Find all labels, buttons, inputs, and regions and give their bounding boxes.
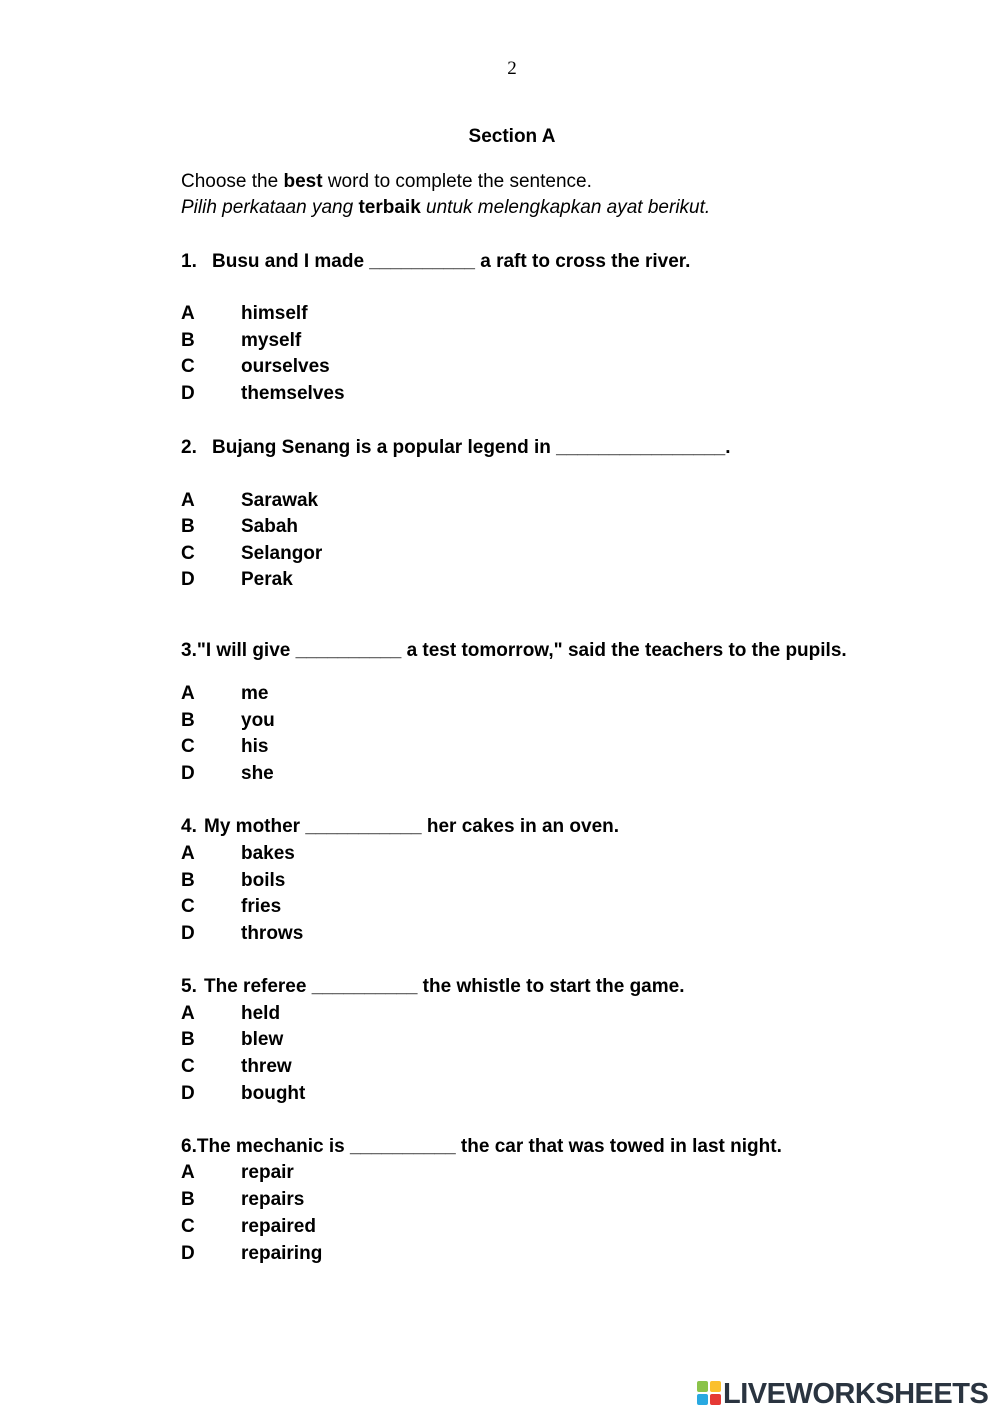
question-1: 1. Busu and I made __________ a raft to cross the river. xyxy=(181,251,691,272)
option-2d[interactable]: D Perak xyxy=(181,569,293,590)
option-1d[interactable]: D themselves xyxy=(181,383,345,404)
option-4b[interactable]: B boils xyxy=(181,870,286,891)
logo-square-yellow xyxy=(710,1381,721,1392)
logo-square-red xyxy=(710,1394,721,1405)
option-1a[interactable]: A himself xyxy=(181,303,308,324)
question-6: 6.The mechanic is __________ the car that was towed in last night. xyxy=(181,1136,782,1157)
option-2a[interactable]: A Sarawak xyxy=(181,490,319,511)
instruction-english: Choose the best word to complete the sentence. xyxy=(181,171,592,192)
section-title: Section A xyxy=(468,126,556,147)
option-3a[interactable]: A me xyxy=(181,683,269,704)
option-6c[interactable]: C repaired xyxy=(181,1216,316,1237)
logo-square-blue xyxy=(697,1394,708,1405)
option-5b[interactable]: B blew xyxy=(181,1029,284,1050)
question-3: 3."I will give __________ a test tomorrow," said the teachers to the pupils. xyxy=(181,640,847,661)
option-4c[interactable]: C fries xyxy=(181,896,282,917)
option-6b[interactable]: B repairs xyxy=(181,1189,305,1210)
page-number: 2 xyxy=(507,58,517,79)
option-1c[interactable]: C ourselves xyxy=(181,356,330,377)
question-5: 5. The referee __________ the whistle to start the game. xyxy=(181,976,685,997)
option-6d[interactable]: D repairing xyxy=(181,1243,323,1264)
question-4: 4. My mother ___________ her cakes in an oven. xyxy=(181,816,620,837)
question-2: 2. Bujang Senang is a popular legend in ________________. xyxy=(181,437,731,458)
option-5c[interactable]: C threw xyxy=(181,1056,292,1077)
liveworksheets-logo-text: LIVEWORKSHEETS xyxy=(723,1378,989,1410)
option-6a[interactable]: A repair xyxy=(181,1162,294,1183)
logo-square-green xyxy=(697,1381,708,1392)
option-5d[interactable]: D bought xyxy=(181,1083,306,1104)
option-4a[interactable]: A bakes xyxy=(181,843,295,864)
option-3c[interactable]: C his xyxy=(181,736,269,757)
option-1b[interactable]: B myself xyxy=(181,330,302,351)
option-3d[interactable]: D she xyxy=(181,763,274,784)
option-2b[interactable]: B Sabah xyxy=(181,516,299,537)
option-2c[interactable]: C Selangor xyxy=(181,543,323,564)
option-5a[interactable]: A held xyxy=(181,1003,281,1024)
option-3b[interactable]: B you xyxy=(181,710,275,731)
instruction-malay: Pilih perkataan yang terbaik untuk melengkapkan ayat berikut. xyxy=(181,197,711,218)
option-4d[interactable]: D throws xyxy=(181,923,304,944)
liveworksheets-logo-icon xyxy=(697,1381,721,1405)
